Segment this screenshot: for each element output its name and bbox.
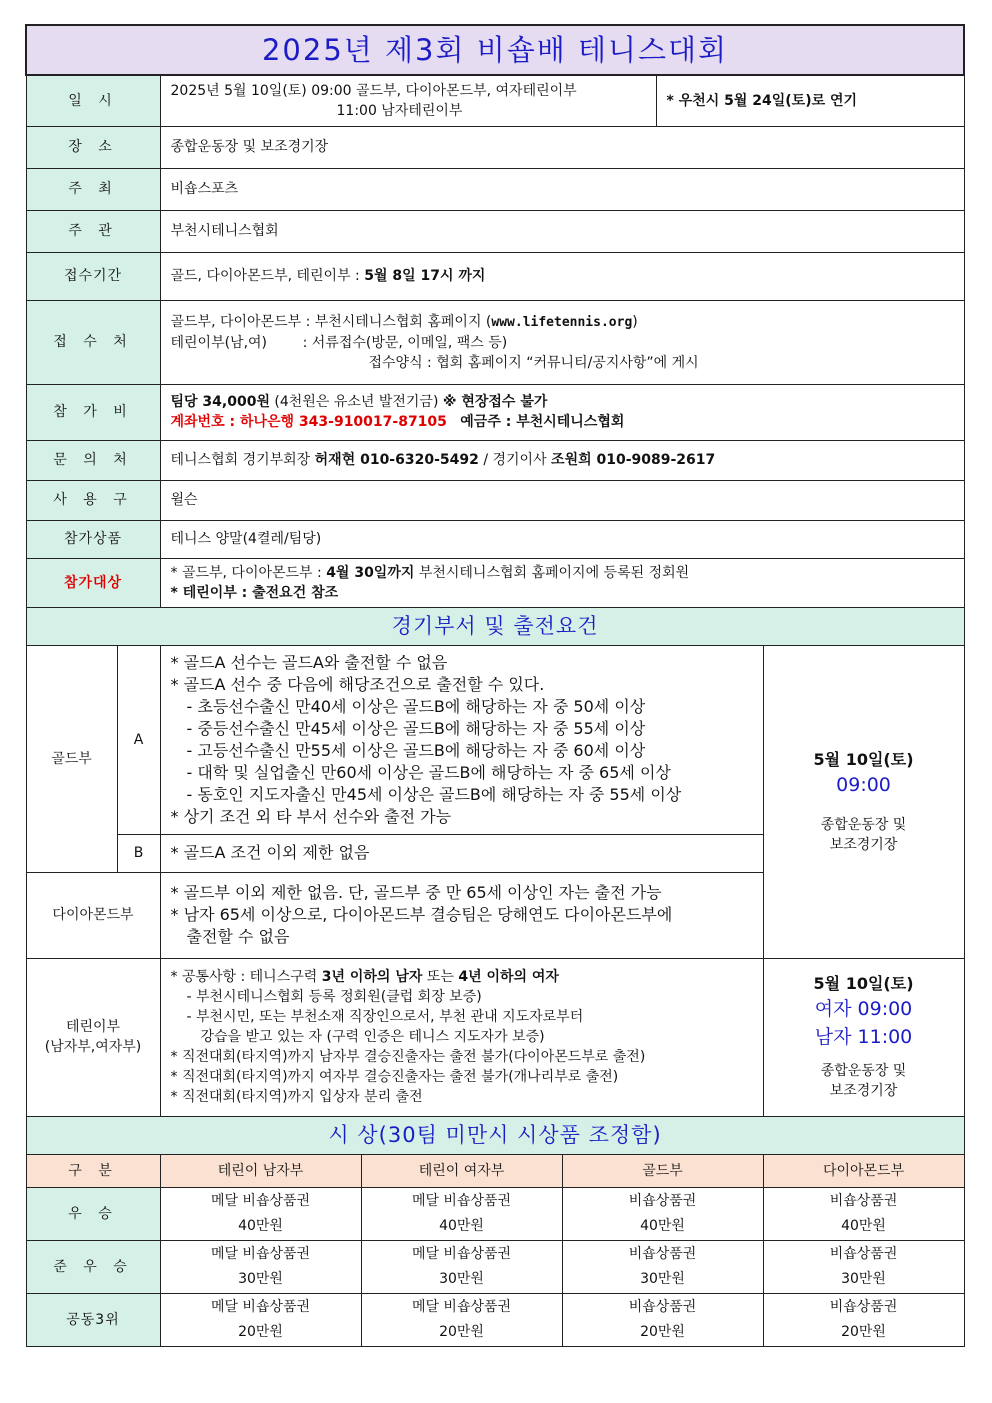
gift-value: 테니스 양말(4켤레/팀당)	[160, 520, 964, 558]
venue-label: 장 소	[26, 126, 160, 168]
rule-line: * 남자 65세 이상으로, 다이아몬드부 결승팀은 당해연도 다이아몬드부에	[170, 905, 673, 924]
date-line1: 2025년 5월 10일(토) 09:00 골드부, 다이아몬드부, 여자테린이부	[170, 82, 577, 99]
date-label: 일 시	[26, 75, 160, 126]
rule-line: * 직전대회(타지역)까지 여자부 결승진출자는 출전 불가(개나리부로 출전)	[170, 1069, 619, 1085]
rule-line: * 골드부 이외 제한 없음. 단, 골드부 중 만 65세 이상인 자는 출전 가능	[170, 883, 662, 902]
ball-label: 사 용 구	[26, 480, 160, 520]
schedule-time-men: 남자 11:00	[814, 1026, 913, 1048]
fee-line: 팀당 34,000원 (4천원은 유소년 발전기금) ※ 현장접수 불가	[170, 394, 548, 410]
awards-col-header: 테린이 남자부	[160, 1154, 361, 1187]
awards-col-header: 골드부	[562, 1154, 763, 1187]
rule-line: - 고등선수출신 만55세 이상은 골드B에 해당하는 자 중 60세 이상	[186, 740, 646, 760]
awards-col-header: 테린이 여자부	[361, 1154, 562, 1187]
terini-rules	[160, 958, 763, 1116]
contact-label: 문 의 처	[26, 440, 160, 480]
target-line2: * 테린이부 : 출전요건 참조	[170, 584, 339, 601]
date-value	[160, 75, 656, 126]
rule-line: * 직전대회(타지역)까지 남자부 결승진출자는 출전 불가(다이아몬드부로 출전)	[170, 1049, 646, 1065]
place-value	[160, 300, 964, 384]
gold-b-label: B	[117, 834, 160, 872]
award-cell: 비숍상품권 20만원	[763, 1293, 964, 1346]
rule-line: 출전할 수 없음	[186, 927, 290, 946]
period-value	[160, 252, 964, 300]
gold-a-rules	[160, 645, 763, 834]
page-title: 2025년 제3회 비숍배 테니스대회	[26, 25, 964, 75]
contact-value: 테니스협회 경기부회장 허재현 010-6320-5492 / 경기이사 조원희 010-9089-2617	[160, 440, 964, 480]
awards-heading: 시 상(30팀 미만시 시상품 조정함)	[26, 1116, 964, 1154]
website-link[interactable]: www.lifetennis.org	[491, 314, 633, 330]
award-cell: 비숍상품권 30만원	[562, 1240, 763, 1293]
gold-a-label: A	[117, 645, 160, 834]
diamond-label: 다이아몬드부	[26, 872, 160, 958]
table-row	[26, 1240, 964, 1293]
rule-line: - 부천시민, 또는 부천소재 직장인으로서, 부천 관내 지도자로부터	[186, 1009, 584, 1025]
host-label: 주 최	[26, 168, 160, 210]
date-line2: 11:00 남자테린이부	[336, 102, 463, 119]
rule-line: - 대학 및 실업출신 만60세 이상은 골드B에 해당하는 자 중 65세 이상	[186, 762, 671, 782]
award-cell: 메달 비숍상품권 40만원	[160, 1187, 361, 1240]
award-rank: 우 승	[26, 1187, 160, 1240]
venue-value: 종합운동장 및 보조경기장	[160, 126, 964, 168]
terini-label-2: (남자부,여자부)	[44, 1039, 142, 1055]
award-cell: 비숍상품권 40만원	[562, 1187, 763, 1240]
schedule-place: 보조경기장	[829, 1083, 898, 1099]
rule-line: - 부천시테니스협회 등록 정회원(클럽 회장 보증)	[186, 989, 482, 1005]
period-deadline: 5월 8일 17시 까지	[364, 268, 486, 284]
period-label: 접수기간	[26, 252, 160, 300]
award-rank: 공동3위	[26, 1293, 160, 1346]
schedule-1	[763, 645, 964, 958]
rule-line: * 골드A 선수는 골드A와 출전할 수 없음	[170, 652, 448, 672]
fee-value	[160, 384, 964, 440]
schedule-2	[763, 958, 964, 1116]
fee-label: 참 가 비	[26, 384, 160, 440]
place-label: 접 수 처	[26, 300, 160, 384]
schedule-date: 5월 10일(토)	[813, 974, 914, 993]
schedule-place: 보조경기장	[829, 836, 898, 853]
schedule-time-women: 여자 09:00	[814, 998, 913, 1020]
schedule-date: 5월 10일(토)	[813, 749, 914, 769]
award-rank: 준 우 승	[26, 1240, 160, 1293]
divisions-heading: 경기부서 및 출전요건	[26, 607, 964, 645]
organizer-value: 부천시테니스협회	[160, 210, 964, 252]
gold-label: 골드부	[26, 645, 117, 872]
terini-label-1: 테린이부	[65, 1019, 121, 1035]
rule-line: 강습을 받고 있는 자 (구력 인증은 테니스 지도자가 보증)	[200, 1029, 545, 1045]
award-cell: 메달 비숍상품권 20만원	[160, 1293, 361, 1346]
award-cell: 메달 비숍상품권 30만원	[361, 1240, 562, 1293]
period-text: 골드, 다이아몬드부, 테린이부 :	[170, 268, 365, 284]
awards-col-header: 다이아몬드부	[763, 1154, 964, 1187]
target-label: 참가대상	[26, 558, 160, 607]
award-cell: 비숍상품권 30만원	[763, 1240, 964, 1293]
target-line1: * 골드부, 다이아몬드부 : 4월 30일까지 부천시테니스협회 홈페이지에 등록된 정회원	[170, 564, 690, 581]
award-cell: 메달 비숍상품권 30만원	[160, 1240, 361, 1293]
table-row	[26, 1187, 964, 1240]
award-cell: 메달 비숍상품권 20만원	[361, 1293, 562, 1346]
terini-common: * 공통사항 : 테니스구력 3년 이하의 남자 또는 4년 이하의 여자	[170, 969, 559, 985]
rule-line: * 직전대회(타지역)까지 입상자 분리 출전	[170, 1089, 423, 1105]
main-table	[25, 24, 965, 1347]
diamond-rules	[160, 872, 763, 958]
ball-value: 윌슨	[160, 480, 964, 520]
schedule-time: 09:00	[836, 773, 891, 796]
tournament-sheet	[25, 24, 963, 1347]
award-cell: 비숍상품권 20만원	[562, 1293, 763, 1346]
table-row	[26, 1293, 964, 1346]
rule-line: - 중등선수출신 만45세 이상은 골드B에 해당하는 자 중 55세 이상	[186, 718, 646, 738]
target-value	[160, 558, 964, 607]
schedule-place: 종합운동장 및	[820, 816, 907, 833]
terini-label	[26, 958, 160, 1116]
place-line1: 골드부, 다이아몬드부 : 부천시테니스협회 홈페이지 (www.lifetennis.org)	[170, 313, 638, 330]
rule-line: * 상기 조건 외 타 부서 선수와 출전 가능	[170, 806, 452, 826]
rain-note	[656, 75, 964, 126]
account-line: 계좌번호 : 하나은행 343-910017-87105 예금주 : 부천시테니스협회	[170, 414, 625, 430]
gift-label: 참가상품	[26, 520, 160, 558]
rule-line: - 동호인 지도자출신 만45세 이상은 골드B에 해당하는 자 중 55세 이상	[186, 784, 682, 804]
organizer-label: 주 관	[26, 210, 160, 252]
schedule-place: 종합운동장 및	[820, 1063, 907, 1079]
award-cell: 메달 비숍상품권 40만원	[361, 1187, 562, 1240]
rule-line: * 골드A 선수 중 다음에 해당조건으로 출전할 수 있다.	[170, 674, 545, 694]
award-cell: 비숍상품권 40만원	[763, 1187, 964, 1240]
awards-header-label: 구 분	[26, 1154, 160, 1187]
rain-text: * 우천시 5월 24일(토)로 연기	[666, 92, 858, 109]
place-line2: 테린이부(남,여) : 서류접수(방문, 이메일, 팩스 등)	[170, 334, 508, 351]
rule-line: - 초등선수출신 만40세 이상은 골드B에 해당하는 자 중 50세 이상	[186, 696, 646, 716]
host-value: 비숍스포츠	[160, 168, 964, 210]
place-line3: 접수양식 : 협회 홈페이지 “커뮤니티/공지사항”에 게시	[368, 354, 699, 371]
gold-b-rules: * 골드A 조건 이외 제한 없음	[160, 834, 763, 872]
